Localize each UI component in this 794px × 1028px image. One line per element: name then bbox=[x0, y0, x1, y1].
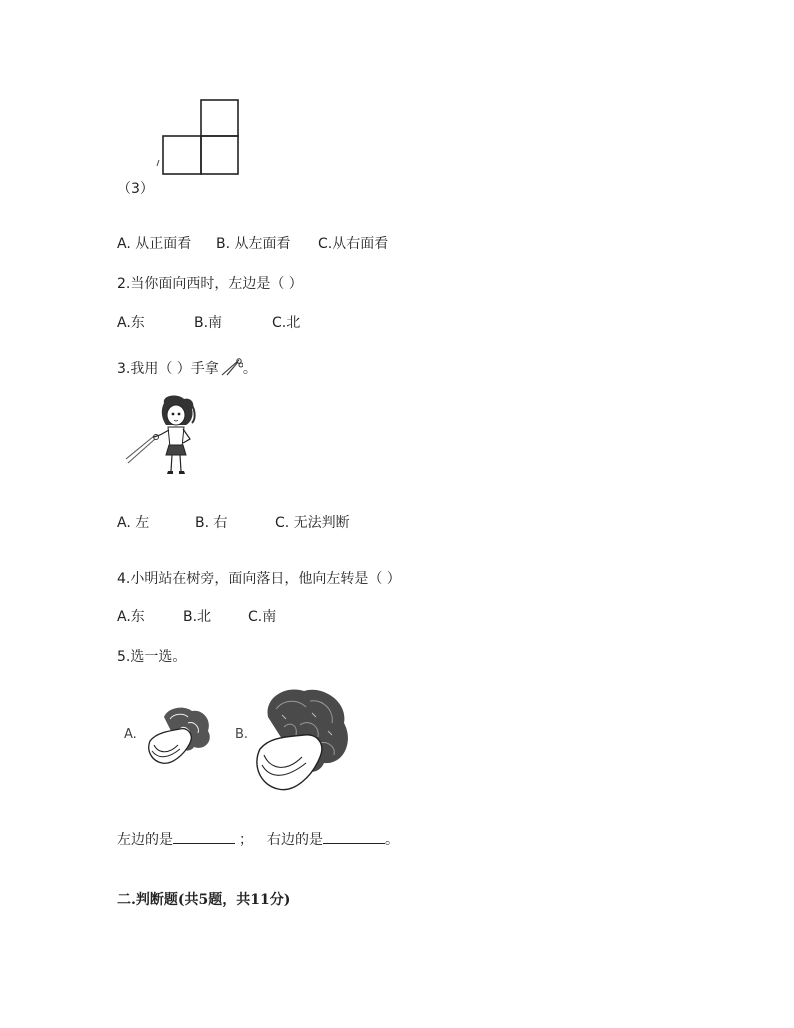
q2-option-c: C.北 bbox=[272, 315, 301, 331]
q1-option-b: B. 从左面看 bbox=[216, 236, 291, 252]
section-heading: 二.判断题(共5题，共11分) bbox=[117, 892, 291, 908]
answer-right-label: 右边的是 bbox=[267, 832, 323, 848]
cube-view-figure bbox=[155, 98, 245, 178]
q4-option-b: B.北 bbox=[183, 609, 212, 625]
q4-option-c: C.南 bbox=[248, 609, 277, 625]
cabbage-b-label: B. bbox=[235, 727, 249, 742]
q3-option-c: C. 无法判断 bbox=[275, 515, 350, 531]
q3-option-b: B. 右 bbox=[195, 515, 228, 531]
figure-sub-label: （3） bbox=[117, 181, 154, 197]
q2-question: 2.当你面向西时，左边是（ ） bbox=[117, 276, 303, 292]
q3-question bbox=[117, 358, 257, 378]
answer-left-blank[interactable] bbox=[173, 831, 235, 844]
girl-with-scissors-illustration bbox=[122, 393, 202, 478]
q4-question: 4.小明站在树旁，面向落日，他向左转是（ ） bbox=[117, 571, 401, 587]
answer-right-blank[interactable] bbox=[323, 831, 385, 844]
q4-option-a: A.东 bbox=[117, 609, 145, 625]
q2-option-b: B.南 bbox=[194, 315, 223, 331]
q5-answer-line bbox=[117, 831, 399, 849]
cabbage-b-illustration bbox=[250, 685, 354, 795]
q3-question-end: 。 bbox=[242, 361, 257, 377]
answer-end: 。 bbox=[385, 832, 399, 848]
q2-option-a: A.东 bbox=[117, 315, 145, 331]
answer-left-label: 左边的是 bbox=[117, 832, 173, 848]
scissors-icon bbox=[219, 358, 243, 376]
q5-question: 5.选一选。 bbox=[117, 649, 187, 665]
answer-separator: ； bbox=[239, 832, 253, 848]
q3-option-a: A. 左 bbox=[117, 515, 150, 531]
q1-option-a: A. 从正面看 bbox=[117, 236, 192, 252]
q1-option-c: C.从右面看 bbox=[318, 236, 389, 252]
cabbage-a-label: A. bbox=[124, 727, 137, 742]
cabbage-a-illustration bbox=[144, 703, 216, 769]
q3-question-text: 3.我用（ ）手拿 bbox=[117, 361, 219, 377]
